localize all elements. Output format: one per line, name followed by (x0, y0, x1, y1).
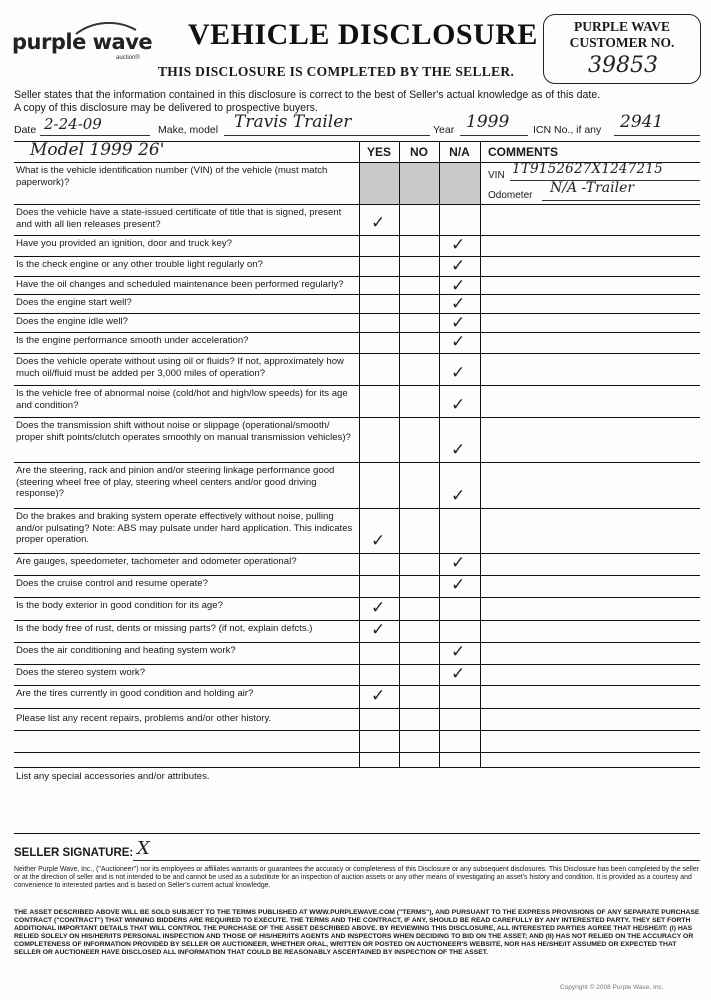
answer-cell-no[interactable] (399, 353, 439, 385)
seller-signature-label: SELLER SIGNATURE: (14, 847, 134, 859)
repairs-label: Please list any recent repairs, problems and/or other history. (16, 713, 272, 724)
answer-cell-na[interactable] (439, 162, 480, 204)
answer-cell-na[interactable] (439, 685, 480, 708)
comment-cell[interactable] (481, 256, 700, 276)
answer-cell-no[interactable] (399, 575, 439, 597)
comment-cell[interactable] (481, 553, 700, 575)
answer-cell-no[interactable] (399, 294, 439, 313)
row-rule (14, 767, 700, 768)
answer-cell-na[interactable] (439, 664, 480, 685)
answer-cell-no[interactable] (399, 597, 439, 620)
date-label: Date (14, 124, 37, 136)
answer-cell-na[interactable] (439, 332, 480, 353)
answer-cell-yes[interactable] (359, 462, 399, 508)
row-rule (14, 833, 700, 834)
col-no-header: NO (410, 145, 428, 159)
comment-cell[interactable] (481, 508, 700, 553)
copyright-text: Copyright © 2008 Purple Wave, Inc. (560, 984, 664, 991)
question-text: Is the vehicle free of abnormal noise (cold/hot and high/low speeds) for its age and condition? (16, 388, 348, 411)
answer-cell-na[interactable] (439, 294, 480, 313)
check-mark-icon: ✓ (451, 276, 466, 296)
answer-cell-yes[interactable] (359, 575, 399, 597)
answer-cell-na[interactable] (439, 597, 480, 620)
check-mark-icon: ✓ (451, 256, 466, 276)
answer-cell-yes[interactable] (359, 508, 399, 553)
page-title: VEHICLE DISCLOSURE (188, 18, 538, 51)
check-mark-icon: ✓ (451, 486, 466, 506)
answer-cell-no[interactable] (399, 642, 439, 664)
answer-cell-yes[interactable] (359, 235, 399, 256)
question-text: Have the oil changes and scheduled maintenance been performed regularly? (16, 279, 344, 290)
check-mark-icon: ✓ (451, 395, 466, 415)
question-text: Does the stereo system work? (16, 667, 146, 678)
answer-cell-na[interactable] (439, 353, 480, 385)
disclaimer-text: Neither Purple Wave, Inc., ("Auctioneer") nor its employees or affiliates warrants or guarantees the accuracy or completeness of this Disclosure or any subsequent disclosures. This Disclosure has been completed by the seller or at the direction of seller and is not intended to be and cannot be used as a substitute for an inspection of auction assets or any other means of investigating an asset's history and condition. It is provided as a courtesy and convenience to interested parties and is based on Seller's current actual knowledge. (14, 866, 699, 890)
question-text: Does the vehicle have a state-issued certificate of title that is signed, present and with all lien releases present? (16, 207, 342, 230)
question-text: Is the engine performance smooth under acceleration? (16, 335, 249, 346)
answer-cell-na[interactable] (439, 620, 480, 642)
answer-cell-na[interactable] (439, 553, 480, 575)
answer-cell-yes[interactable] (359, 294, 399, 313)
answer-cell-na[interactable] (439, 204, 480, 235)
icn-value: 2941 (620, 112, 664, 132)
comment-cell[interactable] (481, 642, 700, 664)
question-text: Have you provided an ignition, door and truck key? (16, 238, 232, 249)
question-text: Are the tires currently in good condition and holding air? (16, 688, 254, 699)
year-label: Year (433, 124, 455, 136)
signature-mark: X (137, 838, 150, 859)
check-mark-icon: ✓ (451, 363, 466, 383)
row-rule (14, 730, 700, 731)
answer-cell-no[interactable] (399, 385, 439, 417)
comment-cell[interactable] (481, 685, 700, 708)
answer-cell-no[interactable] (399, 313, 439, 332)
comment-cell[interactable] (481, 294, 700, 313)
answer-cell-no[interactable] (399, 664, 439, 685)
question-text: Does the engine idle well? (16, 316, 129, 327)
customer-box-title: PURPLE WAVE CUSTOMER NO. (569, 19, 675, 50)
check-mark-icon: ✓ (371, 598, 386, 618)
col-yes-header: YES (366, 145, 391, 159)
comment-cell[interactable] (481, 620, 700, 642)
odometer-field[interactable] (542, 180, 700, 201)
vin-value: 1T9152627X1247215 (512, 161, 663, 177)
question-text: What is the vehicle identification number (VIN) of the vehicle (must match paperwork)? (16, 165, 328, 188)
question-text: Is the body free of rust, dents or missing parts? (if not, explain defcts.) (16, 623, 313, 634)
row-rule (14, 752, 700, 753)
comment-cell[interactable] (481, 353, 700, 385)
check-mark-icon: ✓ (371, 620, 386, 640)
intro-line-2: A copy of this disclosure may be delivered to prospective buyers. (14, 102, 318, 114)
answer-cell-no[interactable] (399, 332, 439, 353)
year-value: 1999 (466, 112, 510, 132)
question-text: Does the vehicle operate without using oil or fluids? If not, approximately how much oil/fluid must be added per 3,000 miles of operation? (16, 356, 344, 379)
col-comments-header: COMMENTS (488, 145, 558, 159)
terms-text: THE ASSET DESCRIBED ABOVE WILL BE SOLD SUBJECT TO THE TERMS PUBLISHED AT WWW.PURPLEWAVE.COM ("TERMS"), AND PURSUANT TO THE EXPRESS PROVISIONS OF ANY SEPARATE PURCHASE CONTRACT ("CONTRACT") THAT WINNING BIDDERS ARE REQUIRED TO EXECUTE. THE TERMS AND THE CONTRACT, IF ANY, SHOULD BE READ CAREFULLY BY ANY INTERESTED PARTY. THEY SET FORTH ADDITIONAL IMPORTANT DETAILS THAT WILL CONTROL THE PURCHASE OF THE ASSET DESCRIBED ABOVE. BY REVIEWING THIS DISCLOSURE, ALL INTERESTED PARTIES AGREE THAT HE/SHE/IT: (I) HAS RELIED SOLELY ON HIS/HER/ITS PERSONAL INSPECTION AND THOSE OF HIS/HER/ITS AGENTS AND INSPECTORS WHEN DECIDING TO BID ON THE ASSET; AND (II) HAS NOT RELIED ON THE ACCURACY OR COMPLETENESS OF INFORMATION PROVIDED BY SELLER OR AUCTIONEER, WHETHER ORAL, WRITTEN OR POSTED ON AUCTIONEER'S WEBSITE, NOR HAS HE/SHE/IT ASSUMED OR EXPECTED THAT SELLER OR AUCTIONEER HAVE DISCLOSED ALL INFORMATION THAT COULD BE REASONABLY ASCERTAINED BY INSPECTION OF THE ASSET. (14, 909, 700, 957)
answer-cell-na[interactable] (439, 276, 480, 294)
answer-cell-no[interactable] (399, 256, 439, 276)
comment-cell[interactable] (481, 597, 700, 620)
answer-cell-na[interactable] (439, 642, 480, 664)
answer-cell-yes[interactable] (359, 597, 399, 620)
comment-cell[interactable] (481, 575, 700, 597)
check-mark-icon: ✓ (451, 642, 466, 662)
answer-cell-yes[interactable] (359, 332, 399, 353)
answer-cell-no[interactable] (399, 162, 439, 204)
question-text: Do the brakes and braking system operate effectively without noise, pulling and/or pulsating? Note: ABS may pulsate under hard application. This indicates proper operation. (16, 511, 353, 546)
answer-cell-no[interactable] (399, 204, 439, 235)
customer-number: 39853 (588, 53, 658, 78)
answer-cell-no[interactable] (399, 462, 439, 508)
answer-cell-yes[interactable] (359, 664, 399, 685)
answer-cell-yes[interactable] (359, 620, 399, 642)
page-subtitle: THIS DISCLOSURE IS COMPLETED BY THE SELLER. (158, 64, 515, 79)
question-text: Is the body exterior in good condition for its age? (16, 600, 223, 611)
check-mark-icon: ✓ (371, 531, 386, 551)
answer-cell-yes[interactable] (359, 417, 399, 462)
date-value: 2-24-09 (44, 115, 102, 133)
answer-cell-yes[interactable] (359, 385, 399, 417)
answer-cell-yes[interactable] (359, 162, 399, 204)
seller-signature-field[interactable] (133, 838, 700, 861)
answer-cell-yes[interactable] (359, 642, 399, 664)
vin-field[interactable] (510, 161, 700, 181)
answer-cell-na[interactable] (439, 575, 480, 597)
comment-cell[interactable] (481, 664, 700, 685)
answer-cell-no[interactable] (399, 685, 439, 708)
answer-cell-yes[interactable] (359, 276, 399, 294)
make-value: Travis Trailer (234, 112, 352, 132)
question-text: Does the engine start well? (16, 297, 132, 308)
answer-cell-no[interactable] (399, 620, 439, 642)
check-mark-icon: ✓ (371, 686, 386, 706)
comment-cell[interactable] (481, 332, 700, 353)
answer-cell-no[interactable] (399, 553, 439, 575)
accessories-label: List any special accessories and/or attributes. (16, 771, 210, 782)
comment-cell[interactable] (481, 235, 700, 256)
comment-cell[interactable] (481, 204, 700, 235)
answer-cell-no[interactable] (399, 508, 439, 553)
check-mark-icon: ✓ (451, 553, 466, 573)
question-text: Does the air conditioning and heating system work? (16, 645, 236, 656)
answer-cell-yes[interactable] (359, 553, 399, 575)
question-text: Are the steering, rack and pinion and/or steering linkage performance good (steering wheel free of play, steering wheel centers and/or good driving response)? (16, 465, 335, 500)
row-rule (14, 708, 700, 709)
answer-cell-yes[interactable] (359, 353, 399, 385)
check-mark-icon: ✓ (451, 313, 466, 333)
answer-cell-yes[interactable] (359, 685, 399, 708)
question-text: Does the transmission shift without noise or slippage (operational/smooth/ proper shift points/clutch operates smoothly on manual transmission vehicles)? (16, 420, 351, 443)
icn-label: ICN No., if any (533, 124, 602, 136)
comment-cell[interactable] (481, 385, 700, 417)
check-mark-icon: ✓ (371, 213, 386, 233)
question-text: Does the cruise control and resume operate? (16, 578, 208, 589)
col-na-header: N/A (449, 145, 470, 159)
answer-cell-yes[interactable] (359, 204, 399, 235)
answer-cell-yes[interactable] (359, 313, 399, 332)
answer-cell-na[interactable] (439, 417, 480, 462)
answer-cell-na[interactable] (439, 462, 480, 508)
check-mark-icon: ✓ (451, 294, 466, 314)
comment-cell[interactable] (481, 313, 700, 332)
answer-cell-na[interactable] (439, 313, 480, 332)
answer-cell-yes[interactable] (359, 256, 399, 276)
odometer-value: N/A -Trailer (550, 180, 635, 196)
comment-cell[interactable] (481, 462, 700, 508)
vin-label: VIN (488, 170, 505, 181)
model-value: Model 1999 26' (30, 140, 165, 160)
intro-line-1: Seller states that the information contained in this disclosure is correct to the best of Seller's actual knowledge as of this date. (14, 89, 601, 101)
check-mark-icon: ✓ (451, 440, 466, 460)
logo-subtitle: auction® (116, 55, 140, 61)
check-mark-icon: ✓ (451, 575, 466, 595)
answer-cell-na[interactable] (439, 385, 480, 417)
check-mark-icon: ✓ (451, 332, 466, 352)
answer-cell-no[interactable] (399, 235, 439, 256)
answer-cell-na[interactable] (439, 508, 480, 553)
answer-cell-na[interactable] (439, 256, 480, 276)
check-mark-icon: ✓ (451, 664, 466, 684)
comment-cell[interactable] (481, 276, 700, 294)
answer-cell-no[interactable] (399, 417, 439, 462)
answer-cell-no[interactable] (399, 276, 439, 294)
make-label: Make, model (158, 124, 219, 136)
logo-wordmark: purple wave (12, 30, 153, 54)
answer-cell-na[interactable] (439, 235, 480, 256)
question-text: Is the check engine or any other trouble light regularly on? (16, 259, 263, 270)
check-mark-icon: ✓ (451, 235, 466, 255)
comment-cell[interactable] (481, 417, 700, 462)
odometer-label: Odometer (488, 190, 533, 201)
question-text: Are gauges, speedometer, tachometer and odometer operational? (16, 556, 297, 567)
